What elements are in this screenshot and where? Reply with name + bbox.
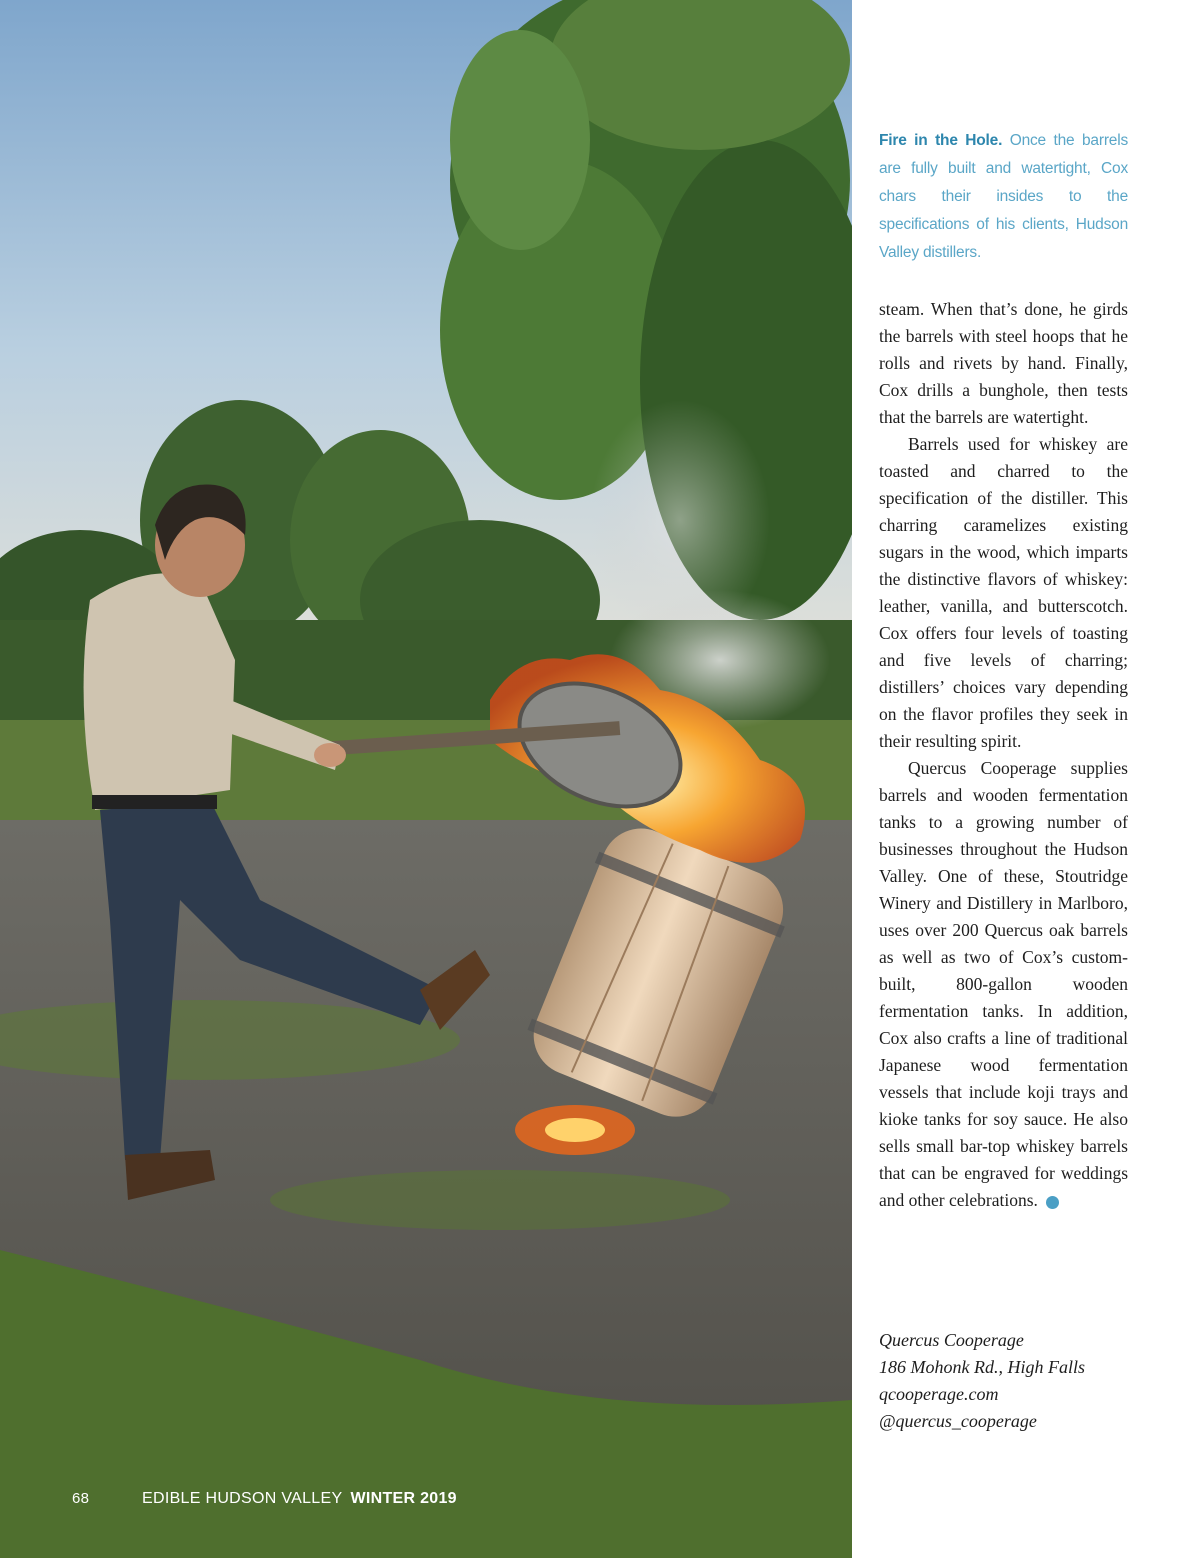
article-paragraph-3 xyxy=(879,755,1128,1214)
article-paragraph-3-text: Quercus Cooperage supplies barrels and wooden fermentation tanks to a growing number of businesses throughout the Hudson Valley. One of these, Stoutridge Winery and Distillery in Marlboro, uses over 200 Quercus oak barrels as well as two of Cox’s custom-built, 800-gallon wooden fermentation tanks. In addition, Cox also crafts a line of traditional Japanese wood fermentation vessels that include koji trays and kioke tanks for soy sauce. He also sells small bar-top whiskey barrels that can be engraved for weddings and other celebrations. xyxy=(879,758,1128,1210)
caption-text: Once the barrels are fully built and watertight, Cox chars their insides to the specifications of his clients, Hudson Valley distillers. xyxy=(879,132,1128,261)
business-name: Quercus Cooperage xyxy=(879,1330,1024,1350)
magazine-name: EDIBLE HUDSON VALLEY xyxy=(142,1490,343,1507)
article-paragraph-2: Barrels used for whiskey are toasted and charred to the specification of the distiller. This charring caramelizes existing sugars in the wood, which imparts the distinctive flavors of whiskey: leather, vanilla, and butterscotch. Cox offers four levels of toasting and five levels of charring; distillers’ choices vary depending on the flavor profiles they seek in their resulting spirit. xyxy=(879,434,1128,751)
article-paragraph-1: steam. When that’s done, he girds the barrels with steel hoops that he rolls and rivets by hand. Finally, Cox drills a bunghole, then tests that the barrels are watertight. xyxy=(879,299,1128,427)
business-info xyxy=(879,1327,1128,1435)
end-mark-icon: e xyxy=(1046,1196,1059,1209)
article-body xyxy=(879,296,1128,1214)
page-number: 68 xyxy=(72,1490,90,1507)
issue-label: WINTER 2019 xyxy=(350,1490,457,1507)
business-social: @quercus_cooperage xyxy=(879,1411,1037,1431)
folio xyxy=(72,1490,457,1514)
caption-lead: Fire in the Hole. xyxy=(879,132,1003,149)
business-website: qcooperage.com xyxy=(879,1384,999,1404)
photo-caption xyxy=(879,127,1128,267)
business-address: 186 Mohonk Rd., High Falls xyxy=(879,1357,1085,1377)
